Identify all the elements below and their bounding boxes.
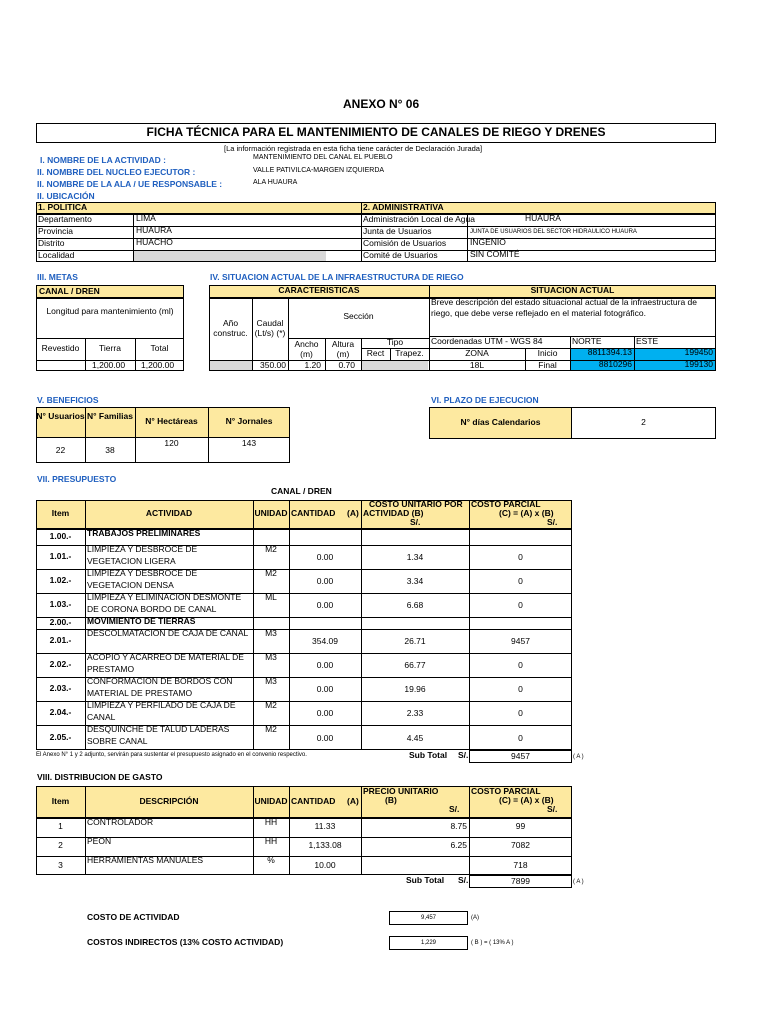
dist-unidad-1: HH	[264, 836, 278, 846]
costo-actividad-tag: (A)	[471, 915, 479, 921]
metas-header	[36, 285, 184, 298]
dist-unidad-2: %	[267, 855, 275, 865]
rect-label: Rect	[366, 348, 385, 358]
pres-unidad-5: M3	[265, 628, 277, 638]
pres-cantidad-6: 0.00	[316, 660, 334, 670]
pres-h-costo2: ACTIVIDAD (B)	[363, 508, 424, 518]
adm-label-0: Administración Local de Agua	[363, 214, 475, 224]
dist-h-precio2: (B)	[385, 795, 397, 805]
presupuesto-footnote: El Anexo N° 1 y 2 adjunto, servirán para sustentar el presupuesto asignado en el convenio respectivo.	[36, 752, 307, 758]
costos-indirectos-cell	[389, 936, 468, 950]
zona-label: ZONA	[465, 348, 489, 358]
pres-act2-6: PRESTAMO	[87, 664, 135, 674]
pres-act1-5: DESCOLMATACION DE CAJA DE CANAL	[87, 628, 249, 638]
plazo-label: N° días Calendarios	[460, 417, 541, 427]
dist-precio-0: 8.75	[450, 821, 467, 831]
ala-label: II. NOMBRE DE LA ALA / UE RESPONSABLE :	[37, 179, 223, 189]
inicio-label: Inicio	[537, 348, 558, 358]
pres-item-8: 2.04.-	[49, 707, 72, 717]
hectareas-label: N° Hectáreas	[145, 416, 198, 426]
caudal-label: Caudal (Lt/s) (*)	[254, 318, 286, 338]
pol-value-1: HUAURA	[136, 225, 172, 235]
trapez-label: Trapez.	[395, 348, 424, 358]
pres-item-5: 2.01.-	[49, 635, 72, 645]
anio-label: Año construc.	[213, 318, 248, 338]
pres-unidad-3: ML	[265, 592, 277, 602]
pres-subtotal-currency: S/.	[458, 750, 469, 760]
pres-h-costo3: S/.	[410, 517, 421, 527]
norte-label: NORTE	[572, 336, 602, 346]
ala-value: ALA HUAURA	[253, 179, 298, 186]
pres-act2-8: CANAL	[87, 712, 116, 722]
dist-h-desc: DESCRIPCIÓN	[139, 796, 199, 806]
pres-act2-7: MATERIAL DE PRESTAMO	[87, 688, 193, 698]
dist-h-parcial3: S/.	[547, 804, 558, 814]
pol-value-0: LIMA	[136, 213, 156, 223]
pres-unidad-9: M2	[265, 724, 277, 734]
pres-item-1: 1.01.-	[49, 551, 72, 561]
norte-inicio: 8811394.13	[587, 347, 632, 357]
adm-value-0: HUAURA	[525, 213, 561, 223]
val-usuarios: 22	[55, 445, 66, 455]
pres-costo-1: 1.34	[406, 552, 424, 562]
adm-label-2: Comisión de Usuarios	[363, 238, 447, 248]
pres-unidad-8: M2	[265, 700, 277, 710]
pres-subtotal-cell	[469, 750, 572, 763]
pres-parcial-6: 0	[518, 660, 523, 670]
dist-cantidad-0: 11.33	[314, 821, 336, 831]
tipo-label: Tipo	[386, 337, 404, 347]
pres-h-a: (A)	[347, 508, 359, 518]
dist-cantidad-1: 1,133.08	[308, 840, 342, 850]
dist-subtotal-currency: S/.	[458, 875, 469, 885]
politica-header: 1. POLITICA	[38, 202, 88, 212]
pres-item-0: 1.00.-	[49, 531, 72, 541]
pres-item-4: 2.00.-	[49, 617, 72, 627]
pres-cantidad-3: 0.00	[316, 600, 334, 610]
col-total: Total	[150, 343, 169, 353]
este-final: 199130	[684, 359, 713, 369]
col-tierra: Tierra	[99, 343, 121, 353]
col-revestido: Revestido	[41, 343, 80, 353]
pres-unidad-2: M2	[265, 568, 277, 578]
situacion-description: Breve descripción del estado situacional actual de la infraestructura de riego, que debe verse reflejado en el material fotográfico.	[431, 297, 698, 318]
pres-act1-6: ACOPIO Y ACARREO DE MATERIAL DE	[87, 652, 244, 662]
pres-cantidad-9: 0.00	[316, 732, 334, 743]
este-inicio: 199450	[684, 347, 713, 357]
costo-actividad-label: COSTO DE ACTIVIDAD	[87, 912, 180, 922]
dist-h-precio3: S/.	[449, 804, 460, 814]
administrativa-header: 2. ADMINISTRATIVA	[363, 202, 444, 212]
pres-cantidad-5: 354.09	[312, 636, 338, 646]
situacion-section-title: IV. SITUACION ACTUAL DE LA INFRAESTRUCTURA DE RIEGO	[210, 272, 464, 282]
plazo-section-title: VI. PLAZO DE EJECUCION	[431, 395, 539, 405]
pres-parcial-7: 0	[518, 684, 523, 694]
pres-act2-1: VEGETACION LIGERA	[87, 556, 176, 566]
pres-cantidad-2: 0.00	[316, 576, 334, 586]
pol-label-3: Localidad	[38, 250, 75, 260]
dist-cantidad-2: 10.00	[314, 860, 336, 870]
val-total: 1,200.00	[141, 360, 175, 370]
pres-item-6: 2.02.-	[49, 659, 72, 669]
pres-subtotal-label: Sub Total	[409, 750, 448, 760]
plazo-label-cell	[429, 407, 572, 439]
pres-act1-3: LIMPIEZA Y ELIMINACION DESMONTE	[87, 592, 242, 602]
sit-actual-header: SITUACION ACTUAL	[530, 285, 615, 295]
pres-cantidad-7: 0.00	[316, 684, 334, 694]
pres-item-7: 2.03.-	[49, 683, 72, 693]
pres-act1-7: CONFORMACION DE BORDOS CON	[87, 676, 233, 686]
seccion-label: Sección	[343, 311, 374, 321]
pres-act1-4: MOVIMIENTO DE TIERRAS	[87, 616, 196, 626]
pres-subtotal: 9457	[511, 751, 530, 761]
dist-parcial-0: 99	[515, 821, 526, 831]
pres-h-parcial2: (C) = (A) x (B)	[499, 508, 554, 518]
val-jornales: 143	[241, 438, 257, 448]
distribucion-section-title: VIII. DISTRIBUCION DE GASTO	[37, 772, 163, 782]
coord-label: Coordenadas UTM - WGS 84	[431, 336, 543, 346]
tipo-empty-cell	[362, 361, 428, 370]
dist-desc-2: HERRAMIENTAS MANUALES	[87, 855, 204, 865]
pres-costo-8: 2.33	[406, 708, 424, 718]
anio-empty-cell	[210, 361, 252, 370]
pres-h-item: Item	[51, 508, 70, 518]
pol-value-2: HUACHO	[136, 237, 173, 247]
costos-indirectos-value: 1,229	[420, 940, 436, 946]
pres-unidad-7: M3	[265, 676, 277, 686]
pres-parcial-9: 0	[518, 732, 523, 743]
pres-subtotal-tag: ( A )	[573, 754, 584, 760]
val-ancho: 1.20	[304, 360, 321, 370]
pres-h-actividad: ACTIVIDAD	[145, 508, 193, 518]
pres-act1-8: LIMPIEZA Y PERFILADO DE CAJA DE	[87, 700, 236, 710]
pres-parcial-2: 0	[518, 576, 523, 586]
pres-item-2: 1.02.-	[49, 575, 72, 585]
actividad-label: I. NOMBRE DE LA ACTIVIDAD :	[40, 155, 166, 165]
page-title: FICHA TÉCNICA PARA EL MANTENIMIENTO DE CANALES DE RIEGO Y DRENES	[146, 125, 606, 139]
pol-label-1: Provincia	[38, 226, 73, 236]
val-hectareas: 120	[164, 438, 179, 448]
adm-value-1: JUNTA DE USUARIOS DEL SECTOR HIDRAULICO HUAURA	[470, 229, 637, 235]
pres-unidad-1: M2	[265, 544, 277, 554]
pres-parcial-1: 0	[518, 552, 523, 562]
plazo-value-cell	[571, 407, 716, 439]
pres-item-3: 1.03.-	[49, 599, 72, 609]
metas-section-title: III. METAS	[37, 272, 78, 282]
pres-act2-3: DE CORONA BORDO DE CANAL	[87, 604, 217, 614]
adm-value-2: INGENIO	[470, 237, 506, 247]
adm-value-3: SIN COMITÉ	[470, 249, 520, 259]
dist-desc-1: PEON	[87, 836, 112, 846]
presupuesto-subtitle: CANAL / DREN	[271, 486, 332, 496]
dist-unidad-0: HH	[264, 817, 278, 827]
val-tierra: 1,200.00	[92, 360, 126, 370]
pres-costo-9: 4.45	[406, 732, 424, 743]
metas-header-label: CANAL / DREN	[39, 286, 100, 296]
pres-act1-9: DESQUINCHE DE TALUD LADERAS	[87, 724, 230, 734]
adm-label-1: Junta de Usuarios	[363, 226, 432, 236]
pres-item-9: 2.05.-	[49, 731, 72, 742]
title-box	[36, 123, 716, 143]
pres-costo-5: 26.71	[404, 636, 426, 646]
pres-costo-6: 66.77	[404, 660, 426, 670]
dist-item-0: 1	[58, 821, 63, 831]
dist-h-item: Item	[51, 796, 70, 806]
longitud-label: Longitud para mantenimiento (ml)	[46, 306, 174, 316]
pres-act1-1: LIMPIEZA Y DESBROCE DE	[87, 544, 198, 554]
costo-actividad-cell	[389, 911, 468, 925]
costo-actividad-value: 9,457	[420, 915, 436, 921]
pres-costo-7: 19.96	[404, 684, 426, 694]
dist-item-1: 2	[58, 840, 63, 850]
annex-number: ANEXO N° 06	[343, 97, 420, 111]
zona-value: 18L	[469, 360, 485, 370]
dist-h-precio1: PRECIO UNITARIO	[363, 786, 439, 796]
pres-costo-3: 6.68	[406, 600, 424, 610]
ubicacion-label: II. UBICACIÓN	[37, 191, 95, 201]
val-altura: 0.70	[338, 360, 355, 370]
localidad-empty-cell	[134, 251, 326, 261]
pres-h-unidad: UNIDAD	[254, 508, 288, 518]
pres-h-parcial3: S/.	[547, 517, 558, 527]
val-caudal: 350.00	[260, 360, 286, 370]
plazo-value: 2	[641, 417, 646, 427]
pol-label-2: Distrito	[38, 238, 65, 248]
dist-subtotal-label: Sub Total	[406, 875, 445, 885]
dist-h-cantidad: CANTIDAD	[291, 796, 336, 806]
norte-final: 8810296	[598, 359, 632, 369]
usuarios-label: N° Usuarios	[36, 411, 85, 421]
dist-parcial-2: 718	[513, 860, 528, 870]
pres-act2-2: VEGETACION DENSA	[87, 580, 174, 590]
jornales-label: N° Jornales	[225, 416, 273, 426]
dist-item-2: 3	[58, 860, 63, 870]
ancho-label: Ancho (m)	[294, 339, 319, 359]
pres-costo-2: 3.34	[406, 576, 424, 586]
dist-precio-1: 6.25	[450, 840, 467, 850]
final-label: Final	[538, 360, 557, 370]
sworn-note: [La información registrada en esta ficha tiene carácter de Declaración Jurada]	[224, 144, 483, 153]
val-familias: 38	[105, 445, 115, 455]
dist-subtotal-cell	[469, 875, 572, 888]
costos-indirectos-label: COSTOS INDIRECTOS (13% COSTO ACTIVIDAD)	[87, 937, 284, 947]
este-label: ESTE	[636, 336, 659, 346]
beneficios-section-title: V. BENEFICIOS	[37, 395, 99, 405]
nucleo-label: II. NOMBRE DEL NUCLEO EJECUTOR :	[37, 167, 196, 177]
pres-unidad-6: M3	[265, 652, 277, 662]
altura-label: Altura (m)	[331, 339, 355, 359]
adm-label-3: Comité de Usuarios	[363, 250, 438, 260]
dist-desc-0: CONTROLADOR	[87, 817, 154, 827]
pres-parcial-8: 0	[518, 708, 523, 718]
pres-act1-0: TRABAJOS PRELIMINARES	[87, 528, 201, 538]
pres-act2-9: SOBRE CANAL	[87, 736, 148, 746]
pres-h-cantidad: CANTIDAD	[291, 508, 336, 518]
dist-subtotal: 7899	[511, 876, 530, 886]
pres-h-costo1: COSTO UNITARIO POR	[369, 499, 463, 509]
dist-h-unidad: UNIDAD	[254, 796, 288, 806]
pres-act1-2: LIMPIEZA Y DESBROCE DE	[87, 568, 198, 578]
pres-parcial-3: 0	[518, 600, 523, 610]
dist-h-a: (A)	[347, 796, 359, 806]
actividad-value: MANTENIMIENTO DEL CANAL EL PUEBLO	[253, 154, 393, 161]
dist-subtotal-tag: ( A )	[573, 879, 584, 885]
caract-header: CARACTERISTICAS	[278, 285, 360, 295]
costos-indirectos-tag: ( B ) = ( 13% A )	[471, 940, 514, 946]
pres-h-parcial1: COSTO PARCIAL	[471, 499, 541, 509]
dist-h-parcial1: COSTO PARCIAL	[471, 786, 541, 796]
dist-h-parcial2: (C) = (A) x (B)	[499, 795, 554, 805]
dist-parcial-1: 7082	[511, 840, 530, 850]
pol-label-0: Departamento	[38, 214, 92, 224]
nucleo-value: VALLE PATIVILCA-MARGEN IZQUIERDA	[253, 167, 385, 174]
pres-cantidad-1: 0.00	[316, 552, 334, 562]
presupuesto-section-title: VII. PRESUPUESTO	[37, 474, 117, 484]
pres-parcial-5: 9457	[511, 636, 530, 646]
familias-label: N° Familias	[87, 411, 133, 421]
pres-cantidad-8: 0.00	[316, 708, 334, 718]
